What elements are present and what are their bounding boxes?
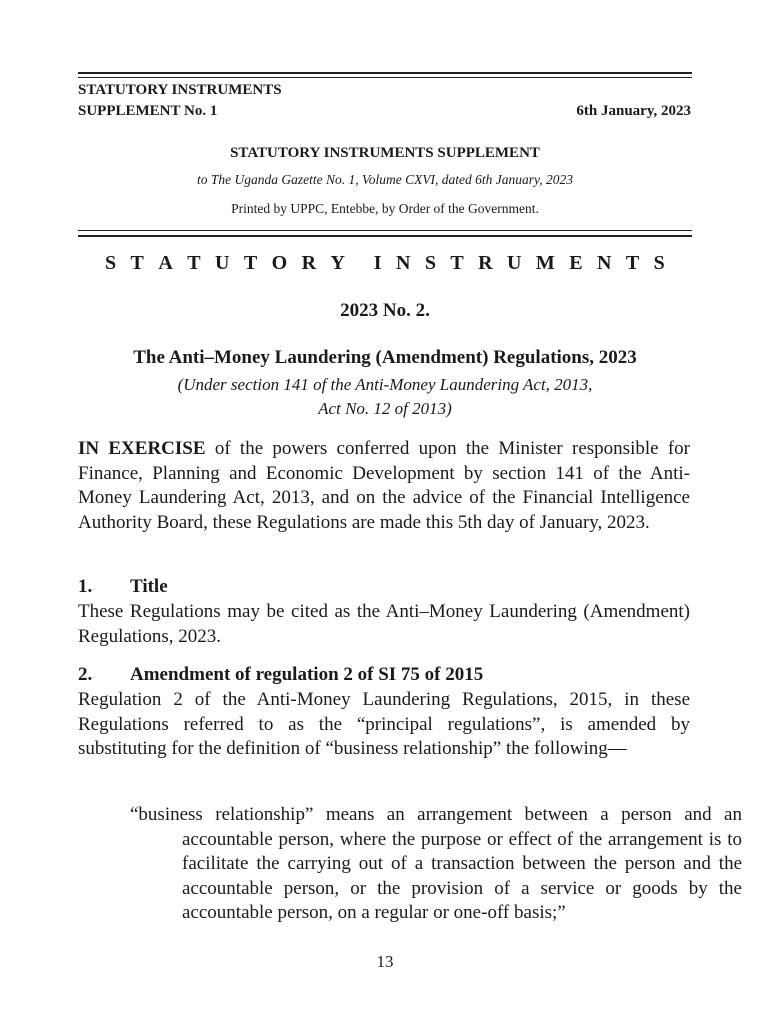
section-2-heading	[78, 664, 483, 686]
heading-letter: R	[301, 252, 317, 274]
heading-letter: N	[395, 252, 411, 274]
heading-letter: M	[535, 252, 555, 274]
heading-letter: T	[450, 252, 464, 274]
statutory-instruments-heading	[105, 252, 665, 275]
supplement-printed-by: Printed by UPPC, Entebbe, by Order of the Government.	[231, 201, 539, 216]
header-rule-top	[78, 72, 692, 74]
enabling-act-line1: (Under section 141 of the Anti-Money Laundering Act, 2013,	[177, 375, 593, 394]
heading-letter: Y	[330, 252, 345, 274]
enabling-act-line2: Act No. 12 of 2013)	[318, 399, 452, 418]
preamble-paragraph	[78, 437, 690, 535]
supplement-subtitle: to The Uganda Gazette No. 1, Volume CXVI, dated 6th January, 2023	[196, 172, 574, 187]
section-2-title: Amendment of regulation 2 of SI 75 of 2015	[130, 664, 484, 685]
business-relationship-definition: “business relationship” means an arrangement between a person and an accountable person, where the purpose or effect of the arrangement is to facilitate the carrying out of a transaction between the person and the accountable person, or the provision of a service or goods by the accountable person, on a regular or one-off basis;”	[130, 804, 742, 923]
preamble-lead: IN EXERCISE	[78, 438, 206, 459]
header-date: 6th January, 2023	[576, 103, 691, 119]
heading-letter: A	[158, 252, 173, 274]
section-2-number: 2.	[78, 664, 93, 685]
heading-letter: O	[271, 252, 288, 274]
heading-letter: T	[130, 252, 144, 274]
heading-letter: T	[187, 252, 201, 274]
heading-letter: T	[625, 252, 640, 274]
heading-letter: S	[424, 252, 436, 274]
page-number: 13	[376, 952, 394, 971]
heading-letter: S	[653, 252, 665, 274]
heading-letter: I	[373, 252, 382, 274]
heading-letter: R	[478, 252, 493, 274]
header-supplement-number: SUPPLEMENT No. 1	[78, 103, 218, 119]
heading-letter: S	[105, 252, 117, 274]
heading-letter: U	[507, 252, 522, 274]
header-rule-top-thin	[78, 77, 692, 78]
regulation-title: The Anti–Money Laundering (Amendment) Regulations, 2023	[133, 347, 637, 368]
heading-letter: N	[596, 252, 612, 274]
instrument-number: 2023 No. 2.	[340, 300, 430, 321]
heading-letter: E	[569, 252, 583, 274]
header-series: STATUTORY INSTRUMENTS	[78, 82, 282, 98]
heading-letter: U	[214, 252, 230, 274]
supplement-title: STATUTORY INSTRUMENTS SUPPLEMENT	[230, 145, 540, 161]
section-1-body: These Regulations may be cited as the Anti–Money Laundering (Amendment) Regulations, 2023.	[78, 601, 690, 647]
preamble-text: of the powers conferred upon the Minister responsible for Finance, Planning and Economic Development by section 141 of the Anti-Money Laundering Act, 2013, and on the advice of the Financial Intelligence Authority Board, these Regulations are made this 5th day of January, 2023.	[78, 438, 690, 533]
section-1-title: Title	[130, 576, 168, 597]
heading-letter: T	[243, 252, 258, 274]
section-1-number: 1.	[78, 576, 93, 597]
header-rule-bottom	[78, 235, 692, 237]
header-rule-bottom-thin	[78, 230, 692, 231]
section-1-heading	[78, 576, 168, 598]
section-2-body: Regulation 2 of the Anti-Money Laundering Regulations, 2015, in these Regulations referred to as the “principal regulations”, is amended by substituting for the definition of “business relationship” the following—	[78, 689, 690, 759]
enabling-act-reference	[78, 373, 692, 421]
